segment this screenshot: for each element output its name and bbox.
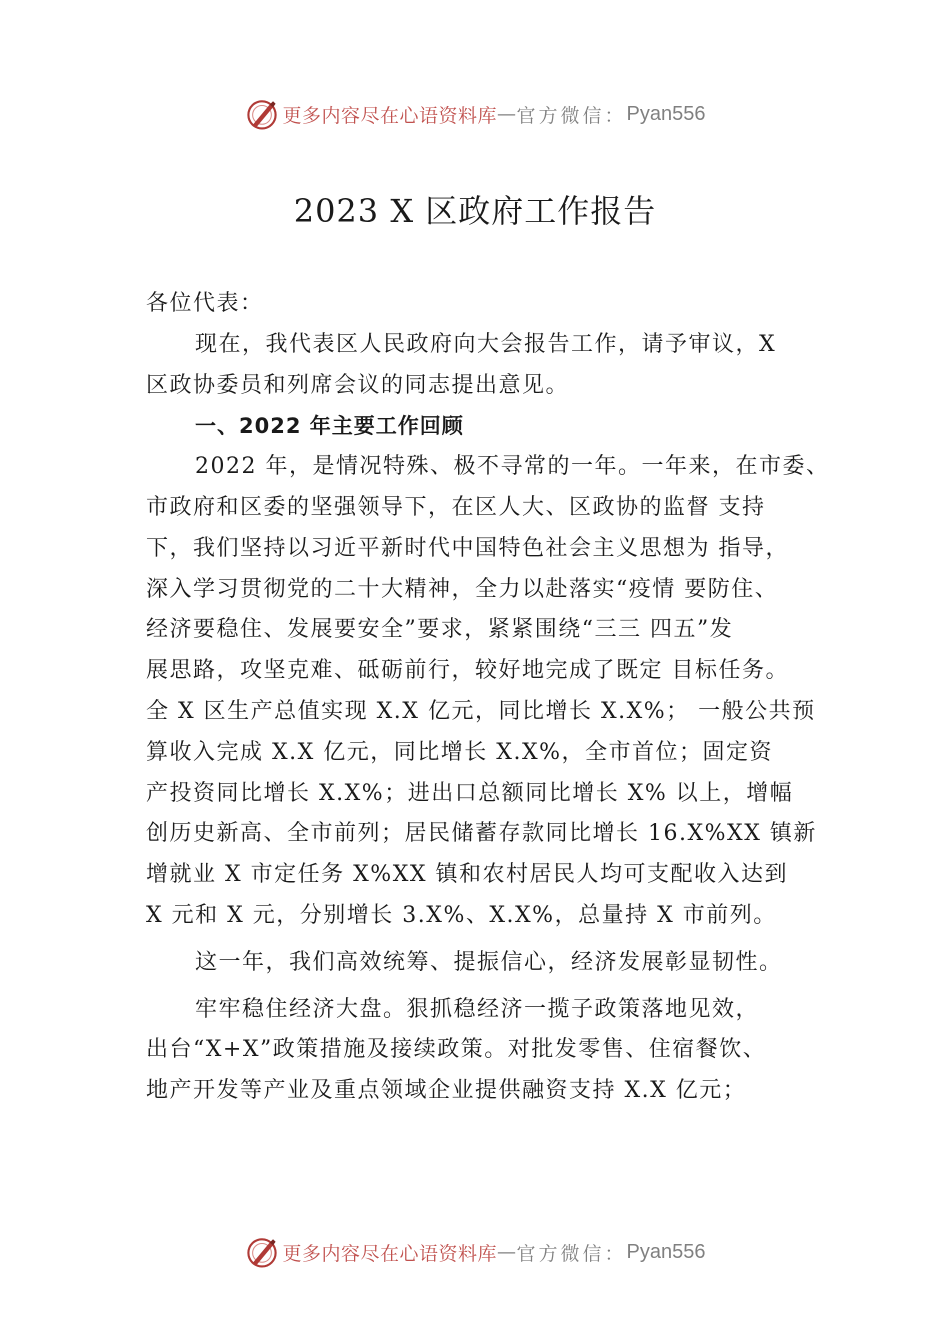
paragraph-line: 增就业 X 市定任务 X%XX 镇和农村居民人均可支配收入达到 [146, 862, 789, 888]
salutation: 各位代表： [146, 291, 264, 316]
watermark-separator: — [497, 103, 517, 125]
paragraph-line: 区政协委员和列席会议的同志提出意见。 [146, 372, 570, 398]
pen-logo-icon [245, 97, 279, 131]
paragraph-line: 2022 年，是情况特殊、极不寻常的一年。一年来，在市委、 [195, 454, 830, 480]
watermark-main-text: 更多内容尽在心语资料库 [282, 104, 498, 127]
section-heading: 一、2022 年主要工作回顾 [195, 414, 464, 439]
paragraph-line: 展思路，攻坚克难、砥砺前行，较好地完成了既定 目标任务。 [146, 658, 789, 684]
paragraph-line: 经济要稳住、发展要安全”要求，紧紧围绕“三三 四五”发 [146, 617, 734, 643]
header-watermark [0, 96, 950, 132]
paragraph-line: 现在，我代表区人民政府向大会报告工作，请予审议，X [195, 331, 777, 357]
paragraph-line: 创历史新高、全市前列；居民储蓄存款同比增长 16.X%XX 镇新 [146, 821, 817, 847]
footer-watermark [0, 1234, 950, 1270]
paragraph-line: 产投资同比增长 X.X%；进出口总额同比增长 X% 以上，增幅 [146, 780, 794, 806]
paragraph-line: X 元和 X 元，分别增长 3.X%、X.X%，总量持 X 市前列。 [146, 902, 777, 928]
paragraph-line: 牢牢稳住经济大盘。狠抓稳经济一揽子政策落地见效， [195, 996, 760, 1022]
watermark-id: Pyan556 [626, 1240, 706, 1263]
paragraph-line: 出台“X+X”政策措施及接续政策。对批发零售、住宿餐饮、 [146, 1037, 767, 1063]
paragraph-line: 全 X 区生产总值实现 X.X 亿元，同比增长 X.X%； 一般公共预 [146, 698, 816, 724]
watermark-label: 官方微信： [516, 104, 627, 127]
paragraph-line: 算收入完成 X.X 亿元，同比增长 X.X%，全市首位；固定资 [146, 739, 774, 765]
watermark-main-text: 更多内容尽在心语资料库 [282, 1242, 498, 1265]
paragraph-line: 市政府和区委的坚强领导下，在区人大、区政协的监督 支持 [146, 494, 766, 520]
paragraph-line: 深入学习贯彻党的二十大精神，全力以赴落实“疫情 要防住、 [146, 576, 779, 602]
document-body [146, 284, 846, 1112]
watermark-id: Pyan556 [626, 102, 706, 125]
pen-logo-icon [245, 1235, 279, 1269]
document-title: 2023 X 区政府工作报告 [293, 192, 657, 230]
watermark-separator: — [497, 1241, 517, 1263]
watermark-label: 官方微信： [516, 1242, 627, 1265]
paragraph-line: 地产开发等产业及重点领域企业提供融资支持 X.X 亿元； [146, 1078, 747, 1104]
paragraph-line: 这一年，我们高效统筹、提振信心，经济发展彰显韧性。 [195, 949, 783, 975]
paragraph-line: 下，我们坚持以习近平新时代中国特色社会主义思想为 指导， [146, 535, 789, 561]
